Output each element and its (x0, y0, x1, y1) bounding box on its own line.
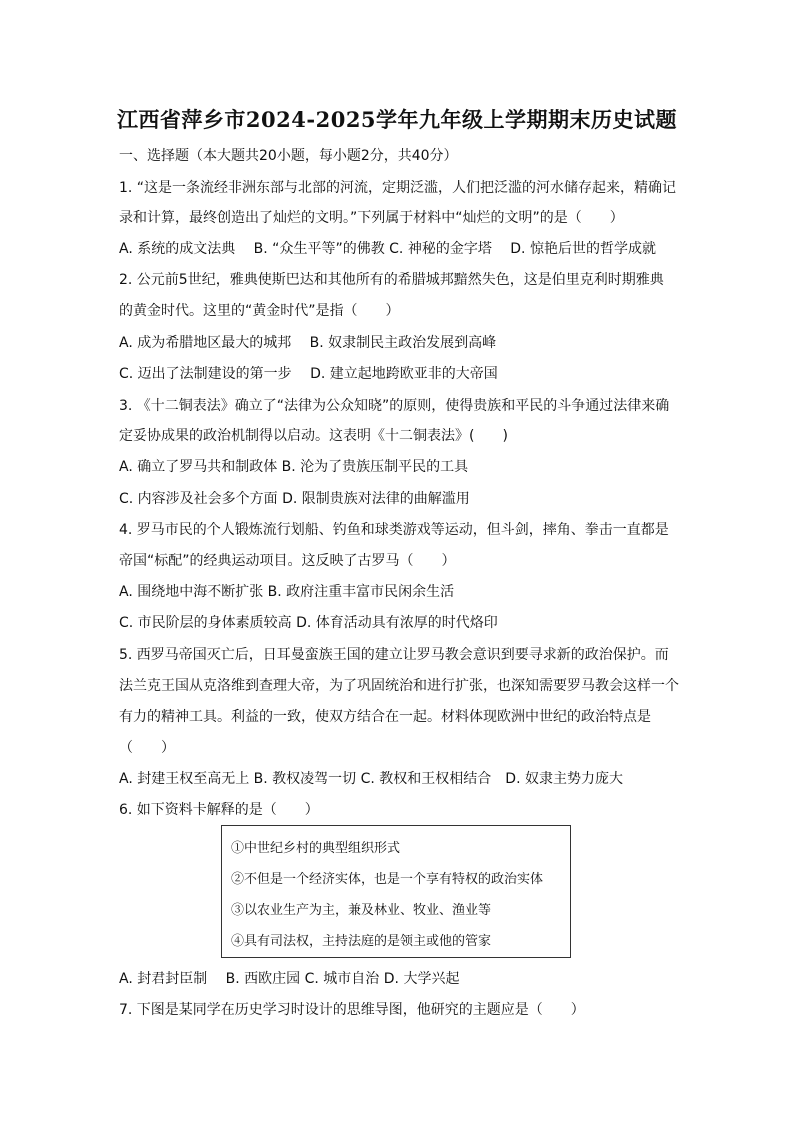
question-4-line-2: 帝国“标配”的经典运动项目。这反映了古罗马（ ） (119, 553, 456, 569)
question-4-options-cd: C. 市民阶层的身体素质较高 D. 体育活动具有浓厚的时代烙印 (119, 615, 498, 631)
question-3-line-2: 定妥协成果的政治机制得以启动。这表明《十二铜表法》( ) (119, 428, 508, 444)
info-card-item: ①中世纪乡村的典型组织形式 (231, 841, 401, 856)
question-2-line-2: 的黄金时代。这里的“黄金时代”是指（ ） (119, 303, 400, 319)
question-2-line-1: 2. 公元前5世纪，雅典使斯巴达和其他所有的希腊城邦黯然失色，这是伯里克利时期雅典 (119, 272, 664, 288)
question-4-line-1: 4. 罗马市民的个人锻炼流行划船、钓鱼和球类游戏等运动，但斗剑，摔角、拳击一直都是 (119, 522, 669, 538)
question-3-options-cd: C. 内容涉及社会多个方面 D. 限制贵族对法律的曲解滥用 (119, 491, 470, 507)
question-3-line-1: 3. 《十二铜表法》确立了“法律为公众知晓”的原则，使得贵族和平民的斗争通过法律来确 (119, 398, 670, 414)
question-3-options-ab: A. 确立了罗马共和制政体 B. 沦为了贵族压制平民的工具 (119, 459, 469, 475)
question-5-line-2: 法兰克王国从克洛维到查理大帝，为了巩固统治和进行扩张，也深知需要罗马教会这样一个 (119, 678, 679, 694)
section-heading: 一、选择题（本大题共20小题，每小题2分，共40分） (119, 148, 458, 164)
question-7-line-1: 7. 下图是某同学在历史学习时设计的思维导图，他研究的主题应是（ ） (119, 1002, 585, 1018)
question-6-options: A. 封君封臣制 B. 西欧庄园 C. 城市自治 D. 大学兴起 (119, 971, 460, 987)
exam-title: 江西省萍乡市2024-2025学年九年级上学期期末历史试题 (116, 107, 678, 132)
question-5-line-3: 有力的精神工具。利益的一致，使双方结合在一起。材料体现欧洲中世纪的政治特点是 (119, 709, 651, 725)
info-card-item: ③以农业生产为主，兼及林业、牧业、渔业等 (231, 903, 492, 918)
question-2-options-ab: A. 成为希腊地区最大的城邦 B. 奴隶制民主政治发展到高峰 (119, 335, 497, 351)
question-5-line-4: （ ） (119, 740, 175, 756)
question-5-options: A. 封建王权至高无上 B. 教权凌驾一切 C. 教权和王权相结合 D. 奴隶主势力庞大 (119, 771, 623, 787)
question-2-options-cd: C. 迈出了法制建设的第一步 D. 建立起地跨欧亚非的大帝国 (119, 366, 498, 382)
info-card-item: ④具有司法权，主持法庭的是领主或他的管家 (231, 934, 492, 949)
question-1-options: A. 系统的成文法典 B. “众生平等”的佛教 C. 神秘的金字塔 D. 惊艳后世的哲学成就 (119, 241, 656, 257)
question-1-line-2: 录和计算，最终创造出了灿烂的文明。”下列属于材料中“灿烂的文明”的是（ ） (119, 210, 624, 226)
question-4-options-ab: A. 围绕地中海不断扩张 B. 政府注重丰富市民闲余生活 (119, 584, 455, 600)
info-card-item: ②不但是一个经济实体，也是一个享有特权的政治实体 (231, 872, 544, 887)
question-5-line-1: 5. 西罗马帝国灭亡后，日耳曼蛮族王国的建立让罗马教会意识到要寻求新的政治保护。而 (119, 647, 669, 663)
info-card (221, 825, 571, 958)
question-6-line-1: 6. 如下资料卡解释的是（ ） (119, 802, 319, 818)
question-1-line-1: 1. “这是一条流经非洲东部与北部的河流，定期泛滥，人们把泛滥的河水储存起来，精确记 (119, 180, 677, 196)
